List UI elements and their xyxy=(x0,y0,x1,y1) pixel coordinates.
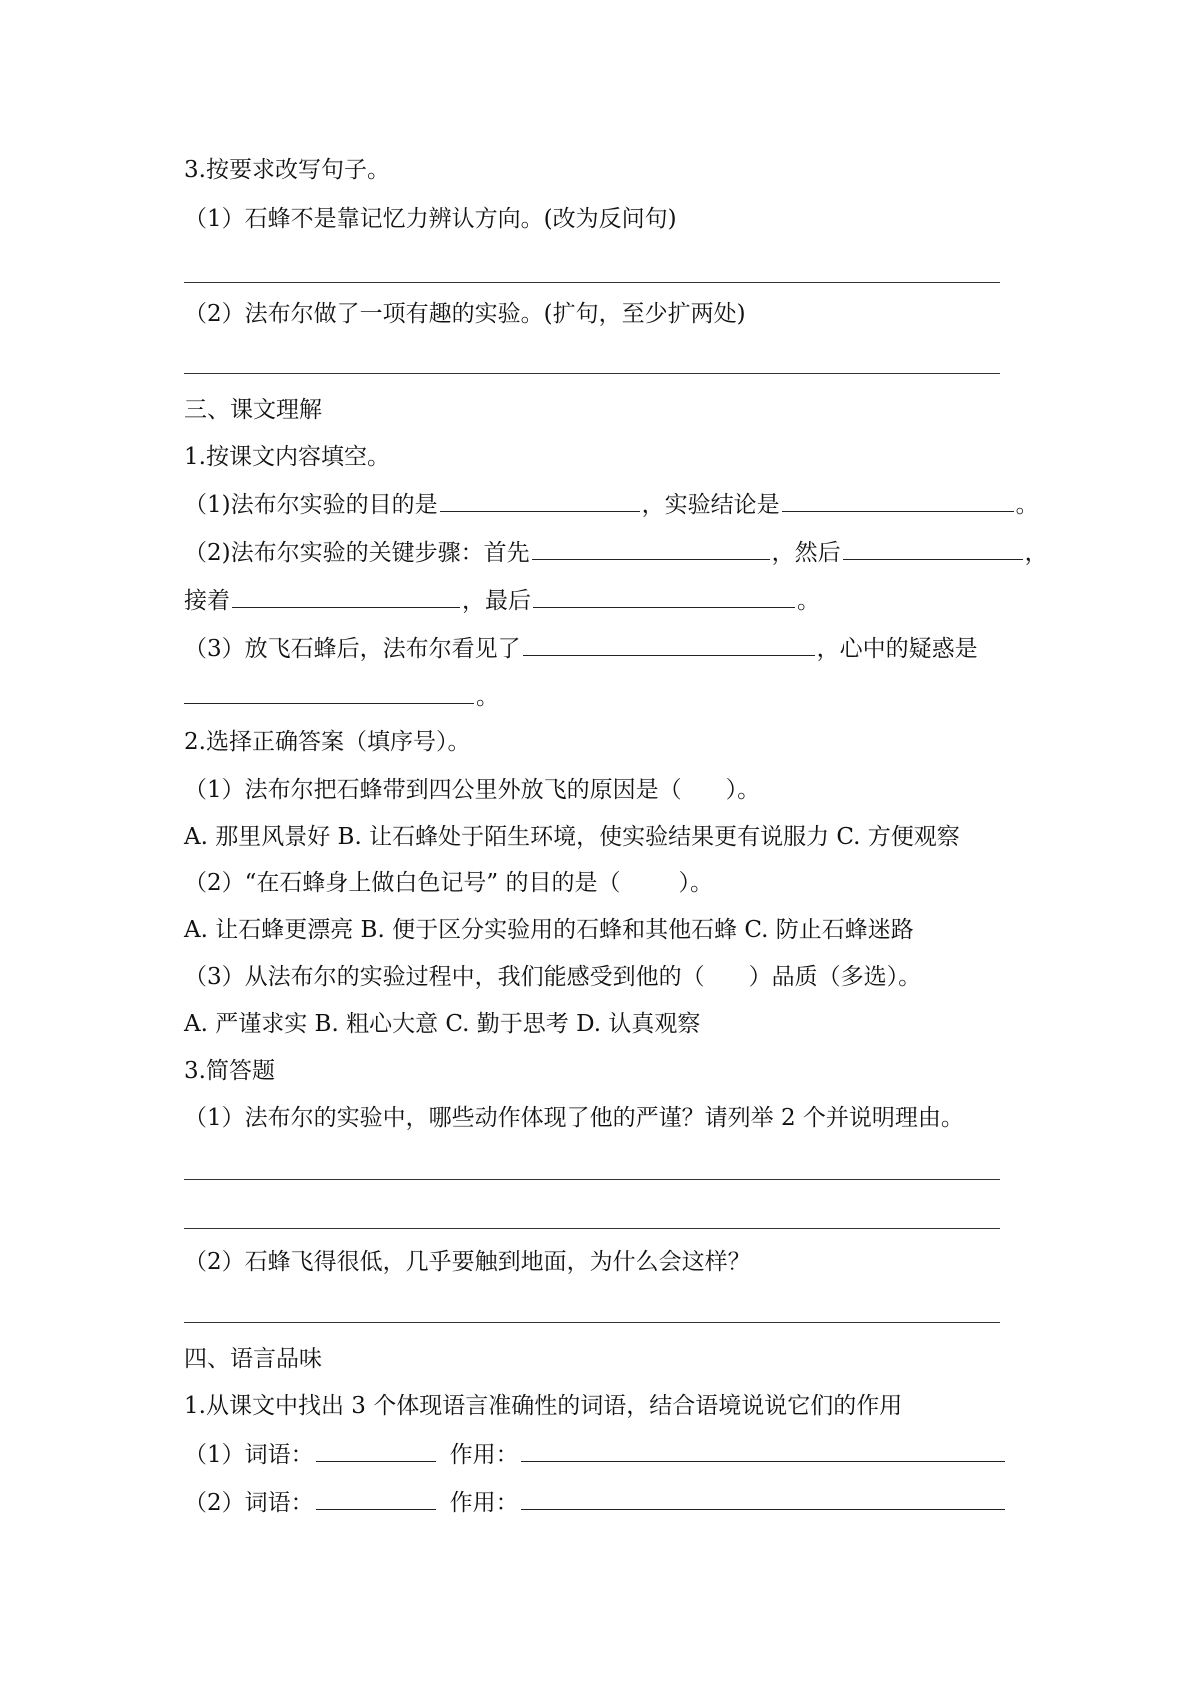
answer-line[interactable] xyxy=(184,1179,1000,1180)
fill-blank[interactable] xyxy=(232,585,460,608)
choice-question xyxy=(184,775,760,805)
fill-blank[interactable] xyxy=(843,537,1023,560)
question-item: （2）法布尔做了一项有趣的实验。(扩句，至少扩两处) xyxy=(184,301,746,327)
word-label: 词语： xyxy=(244,1442,314,1468)
effect-blank[interactable] xyxy=(521,1439,1005,1462)
item-text: 。 xyxy=(476,684,499,710)
question-item: （2）石蜂飞得很低，几乎要触到地面，为什么会这样？ xyxy=(184,1249,751,1275)
effect-blank[interactable] xyxy=(521,1487,1005,1510)
answer-line[interactable] xyxy=(184,282,1000,283)
answer-line[interactable] xyxy=(184,373,1000,374)
item-number: （2） xyxy=(184,1490,245,1516)
fill-blank[interactable] xyxy=(523,633,815,656)
item-text: ，然后 xyxy=(771,540,841,566)
word-effect-row xyxy=(184,1487,1007,1518)
fill-blank-item xyxy=(184,681,499,712)
fill-blank-item xyxy=(184,537,1048,568)
fill-blank-item xyxy=(184,633,978,664)
item-number: （1） xyxy=(184,1442,245,1468)
question-title: 1.从课文中找出 3 个体现语言准确性的词语，结合语境说说它们的作用 xyxy=(184,1393,903,1419)
choice-question xyxy=(184,962,921,992)
item-text: （2）“在石蜂身上做白色记号” 的目的是（ xyxy=(184,870,621,896)
item-text: ， xyxy=(1024,540,1048,566)
question-title: 3.简答题 xyxy=(184,1058,275,1084)
item-text: （3）从法布尔的实验过程中，我们能感受到他的（ xyxy=(184,964,705,990)
item-text: （2)法布尔实验的关键步骤：首先 xyxy=(184,540,530,566)
word-blank[interactable] xyxy=(316,1487,436,1510)
effect-label: 作用： xyxy=(449,1442,519,1468)
item-text: ）。 xyxy=(725,777,761,803)
item-text: ，心中的疑惑是 xyxy=(816,636,978,662)
item-text: ，最后 xyxy=(462,588,531,614)
item-text: 。 xyxy=(797,588,820,614)
question-item: （1）法布尔的实验中，哪些动作体现了他的严谨？请列举 2 个并说明理由。 xyxy=(184,1105,964,1131)
item-text: （3）放飞石蜂后，法布尔看见了 xyxy=(184,636,521,662)
fill-blank-item xyxy=(184,585,820,616)
question-title: 2.选择正确答案（填序号）。 xyxy=(184,729,471,755)
choice-options: A. 严谨求实 B. 粗心大意 C. 勤于思考 D. 认真观察 xyxy=(184,1011,701,1037)
choice-options: A. 那里风景好 B. 让石蜂处于陌生环境，使实验结果更有说服力 C. 方便观察 xyxy=(184,824,960,850)
item-text: ，实验结论是 xyxy=(641,492,780,518)
choice-options: A. 让石蜂更漂亮 B. 便于区分实验用的石蜂和其他石蜂 C. 防止石蜂迷路 xyxy=(184,917,914,943)
answer-line[interactable] xyxy=(184,1228,1000,1229)
question-item: （1）石蜂不是靠记忆力辨认方向。(改为反问句) xyxy=(184,206,677,232)
item-text: （1)法布尔实验的目的是 xyxy=(184,492,438,518)
effect-label: 作用： xyxy=(449,1490,519,1516)
answer-line[interactable] xyxy=(184,1322,1000,1323)
word-blank[interactable] xyxy=(316,1439,436,1462)
item-text: ）品质（多选）。 xyxy=(748,964,922,990)
word-label: 词语： xyxy=(244,1490,314,1516)
item-text: （1）法布尔把石蜂带到四公里外放飞的原因是（ xyxy=(184,777,682,803)
question-title: 3.按要求改写句子。 xyxy=(184,157,390,183)
fill-blank[interactable] xyxy=(532,537,770,560)
fill-blank[interactable] xyxy=(782,489,1014,512)
item-text: 。 xyxy=(1015,492,1039,518)
section-heading: 四、语言品味 xyxy=(184,1346,322,1372)
choice-question xyxy=(184,868,713,898)
word-effect-row xyxy=(184,1439,1007,1470)
fill-blank[interactable] xyxy=(184,681,474,704)
item-text: 接着 xyxy=(184,588,230,614)
fill-blank[interactable] xyxy=(533,585,795,608)
fill-blank[interactable] xyxy=(440,489,640,512)
item-text: ）。 xyxy=(678,870,713,896)
fill-blank-item xyxy=(184,489,1039,520)
section-heading: 三、课文理解 xyxy=(184,397,322,423)
question-title: 1.按课文内容填空。 xyxy=(184,444,390,470)
